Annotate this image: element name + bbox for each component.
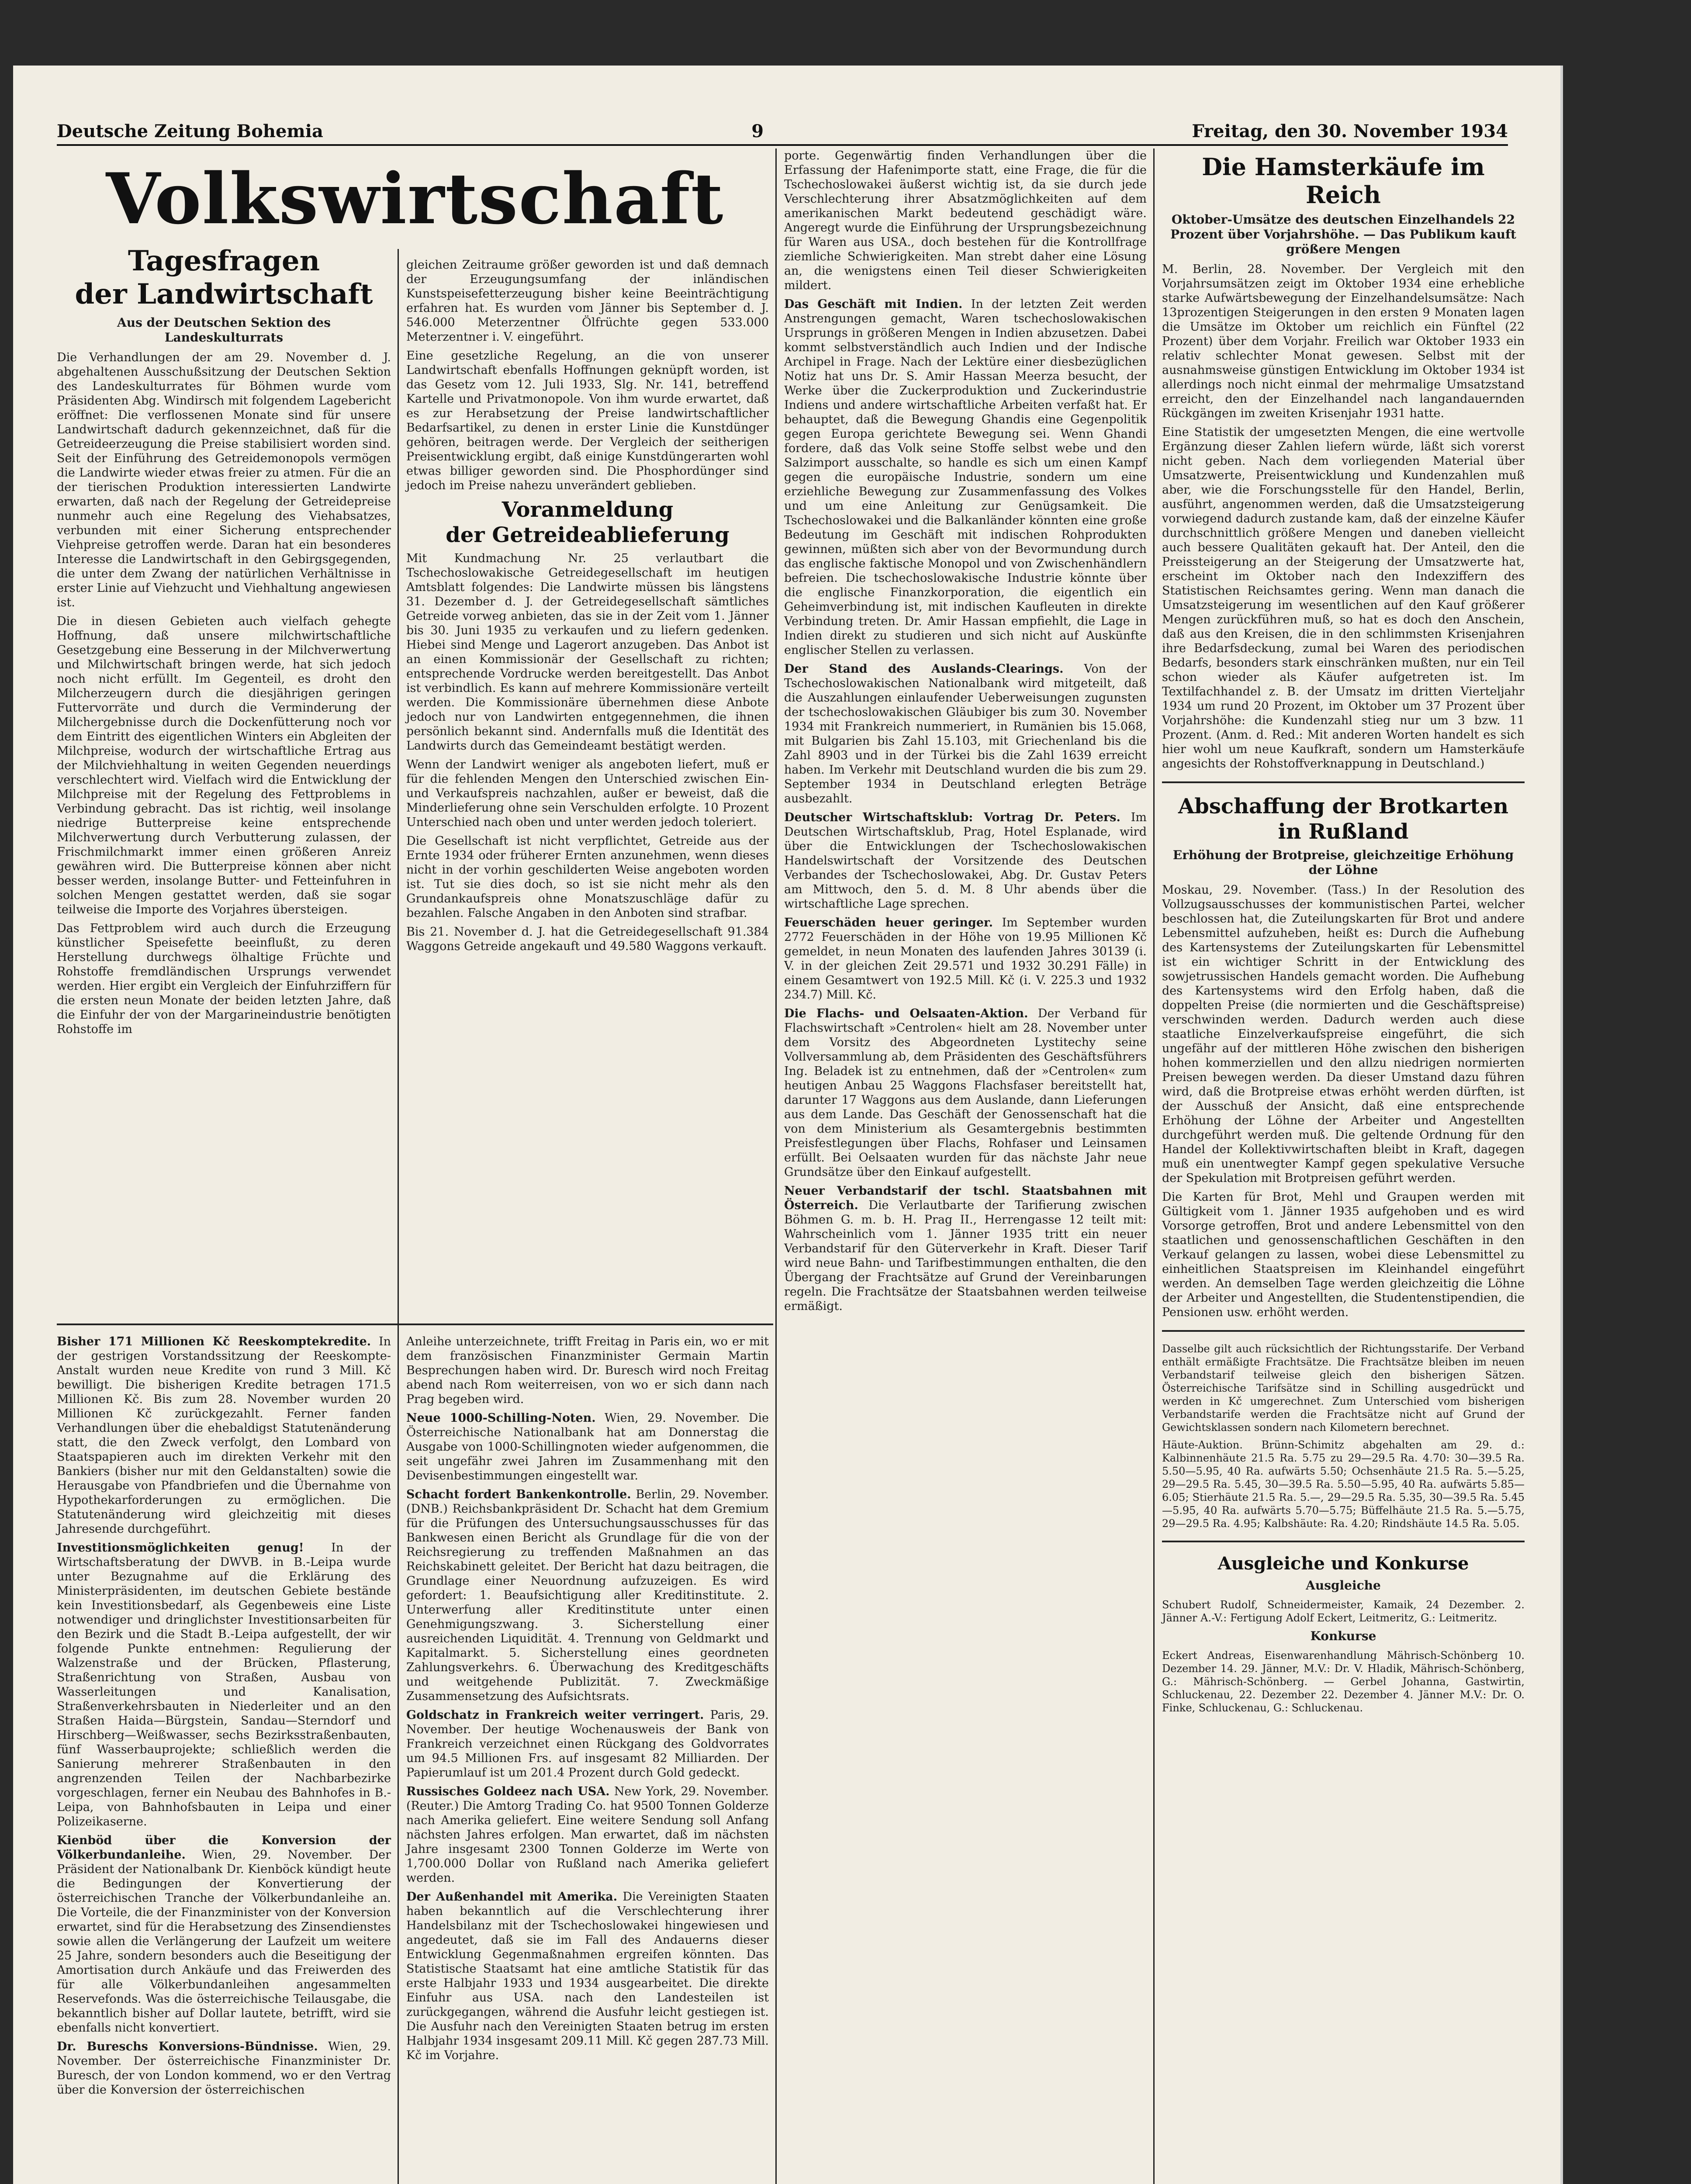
- brief-title: Deutscher Wirtschaftsklub: Vortrag Dr. Peters.: [784, 811, 1120, 824]
- paragraph: Häute-Auktion. Brünn-Schimitz abgehalten am 29. d.: Kalbinnenhäute 21.5 Ra. 5.75 zu 29—29.5 Ra. 4.70: 30—39.5 Ra. 5.50—5.95, 40 Ra. aufwärts 5.50; Ochsenhäute 21.5 Ra. 5.—5.25, 29—29.5 Ra. 5.45, 30—39.5 Ra. 5.50—5.95, 40 Ra. aufwärts 5.85—6.05; Stierhäute 21.5 Ra. 5.—, 29—29.5 Ra. 5.35, 30—39.5 Ra. 5.45—5.95, 40 Ra. aufwärts 5.70—5.75; Büffelhäute 21.5 Ra. 5.—5.75, 29—29.5 Ra. 4.95; Kalbshäute: Ra. 4.20; Rindshäute 14.5 Ra. 5.05.: [1162, 1439, 1525, 1530]
- paragraph: Mit Kundmachung Nr. 25 verlautbart die Tschechoslowakische Getreidegesellschaft im heutigen Amtsblatt folgendes: Die Landwirte müssen bis längstens 31. Dezember d. J. der Getreidegesellschaft sämtliches Getreide vorweg anbieten, das sie in der Zeit vom 1. Jänner bis 30. Juni 1935 zu verkaufen und zu liefern gedenken. Hiebei sind Menge und Lagerort anzugeben. Das Anbot ist an einen Kommissionär der Gesellschaft zu richten; entsprechende Vordrucke werden bereitgestellt. Das Anbot ist verbindlich. Es kann auf mehrere Kommissionäre verteilt werden. Die Kommissionäre übernehmen diese Anbote jedoch nur von Landwirten entgegennehmen, die ihnen persönlich bekannt sind. Andernfalls muß die Identität des Landwirts durch das Gemeindeamt bestätigt werden.: [406, 552, 769, 753]
- column-1-briefs: [57, 1334, 391, 2101]
- paragraph: M. Berlin, 28. November. Der Vergleich mit den Vorjahrsumsätzen zeigt im Oktober 1934 eine erhebliche starke Aufwärtsbewegung der Einzelhandelsumsätze: Nach 13prozentigen Steigerungen in den ersten 9 Monaten lagen die Umsätze im Oktober um reichlich ein Fünftel (22 Prozent) über dem Vorjahr. Freilich war Oktober 1933 ein relativ schlechter Monat gewesen. Selbst mit der ausnahmsweise günstigen Entwicklung im Oktober 1934 ist allerdings noch nicht einmal der mehrmalige Umsatzstand erreicht, den der Einzelhandel nach langandauernden Rückgängen im zweiten Krisenjahr 1931 hatte.: [1162, 263, 1525, 420]
- brief-text: Wien, 29. November. Die Österreichische Nationalbank hat am Donnerstag die Ausgabe von 1000-Schillingnoten wieder aufgenommen, die seit ungefähr zwei Jahren im Zusammenhang mit den Devisenbestimmungen eingestellt war.: [406, 1411, 769, 1482]
- paragraph: Die in diesen Gebieten auch vielfach gehegte Hoffnung, daß unsere milchwirtschaftliche Gesetzgebung eine Besserung in der Milchverwertung und Milchwirtschaft bringen werde, hat sich jedoch noch nicht erfüllt. Im Gegenteil, es droht den Milcherzeugern durch die diesjährigen geringen Futtervorräte und durch die Verminderung der Milchergebnisse durch die Dockenfütterung noch vor dem Eintritt des eigentlichen Winters ein Abgleiten der Milchpreise, wodurch der wirtschaftliche Ertrag aus der Milchviehhaltung in weiten Gegenden neuerdings verschlechtert wird. Vielfach wird die Entwicklung der Milchpreise mit der Regelung des Fettproblems in Verbindung gebracht. Das ist richtig, weil insolange niedrige Butterpreise keine entsprechende Milchverwertung durch Verbutterung zulassen, der Frischmilchmarkt immer einen größeren Anreiz gewähren wird. Die Butterpreise können aber nicht besser werden, insolange Butter- und Fetteinfuhren in solchen Mengen gestattet werden, daß sie sogar teilweise die Importe des Vorjahres übersteigen.: [57, 615, 391, 916]
- brief-title: Russisches Goldeez nach USA.: [406, 1785, 610, 1798]
- paragraph: Eine Statistik der umgesetzten Mengen, die eine wertvolle Ergänzung dieser Zahlen liefern würde, läßt sich vorerst nicht geben. Nach dem vorliegenden Material über Umsatzwerte, Preisentwicklung und Kundenzahlen muß aber, wie die Forschungsstelle für den Handel, Berlin, ausführt, angenommen werden, daß die Umsatzsteigerung vorwiegend dadurch zustande kam, daß der einzelne Käufer durchschnittlich größere Mengen und daneben vielleicht auch bessere Qualitäten gekauft hat. Der Anteil, den die Preissteigerung an der Steigerung der Umsatzwerte hat, erscheint im Oktober nach den Indexziffern des Statistischen Reichsamtes gering. Wenn man danach die Umsatzsteigerung im wesentlichen auf den Kauf größerer Mengen zurückführen muß, so hat es doch den Anschein, daß aus den Kreisen, die in den schlimmsten Krisenjahren ihre Bedarfsdeckung, zumal bei Waren des periodischen Bedarfs, besonders stark einschränken mußten, nur ein Teil schon wieder als Käufer aufgetreten ist. Im Textilfachhandel z. B. der Umsatz im dritten Vierteljahr 1934 um rund 20 Prozent, im Oktober um 37 Prozent über Vorjahrshöhe: die Kundenzahl stieg nur um 3 bzw. 11 Prozent. (Anm. d. Red.: Mit anderen Worten handelt es sich hier wohl um neue Kaufkraft, sondern um Hamsterkäufe angesichts der Rohstoffverknappung in Deutschland.): [1162, 425, 1525, 771]
- brief: [784, 916, 1147, 1002]
- brief: [406, 1708, 769, 1780]
- paragraph: Die Karten für Brot, Mehl und Graupen werden mit Gültigkeit vom 1. Jänner 1935 aufgehoben und es wird Vorsorge getroffen, Brot und andere Lebensmittel von den staatlichen und genossenschaftlichen Geschäften in den Verkauf gelangen zu lassen, wobei diese Lebensmittel zu einheitlichen Staatspreisen im Kleinhandel eingeführt werden. An demselben Tage werden gleichzeitig die Löhne der Arbeiter und Angestellten, die Studentenstipendien, die Pensionen usw. erhöht werden.: [1162, 1190, 1525, 1319]
- section-divider: [1162, 1541, 1525, 1542]
- brief-title: Dr. Bureschs Konversions-Bündnisse.: [57, 2040, 318, 2053]
- brief-title: Die Flachs- und Oelsaaten-Aktion.: [784, 1007, 1028, 1020]
- paragraph: Die Verhandlungen der am 29. November d. J. abgehaltenen Ausschußsitzung der Deutschen Sektion des Landeskulturrates für Böhmen wurde vom Präsidenten Abg. Windirsch mit folgendem Lagebericht eröffnet: Die verflossenen Monate sind für unsere Landwirtschaft dadurch gekennzeichnet, daß für die Getreideerzeugung die Preise stabilisiert worden sind. Seit der Einführung des Getreidemonopols vermögen die Landwirte wieder etwas freier zu atmen. Für die an der tierischen Produktion interessierten Landwirte erwarten, daß nach der Regelung der Getreidepreise nunmehr auch eine Regelung des Viehabsatzes, verbunden mit einer Sicherung entsprechender Viehpreise getroffen werde. Daran hat ein besonderes Interesse die Landwirtschaft in den Gebirgsgegenden, die unter dem Zwang der natürlichen Verhältnisse in erster Linie auf Viehzucht und Viehhaltung angewiesen ist.: [57, 351, 391, 609]
- brief: [57, 1833, 391, 2035]
- brief-title: Schacht fordert Bankenkontrolle.: [406, 1488, 631, 1501]
- brief: [784, 810, 1147, 911]
- headline: Tagesfragen: [128, 245, 320, 277]
- section-divider: [1162, 1330, 1525, 1332]
- paragraph: gleichen Zeitraume größer geworden ist und daß demnach der Erzeugungsumfang der inländischen Kunstspeisefetterzeugung bisher keine Beeinträchtigung erfahren hat. Es wurden vom Jänner bis September d. J. 546.000 Meterzentner Ölfrüchte gegen 533.000 Meterzentner i. V. eingeführt.: [406, 258, 769, 344]
- column-2: [406, 258, 769, 958]
- brief: [57, 1334, 391, 1536]
- brief-text: Paris, 29. November. Der heutige Wochenausweis der Bank von Frankreich verzeichnet einen Rückgang des Goldvorrates um 94.5 Millionen Frs. auf insgesamt 82 Milliarden. Der Papierumlauf ist um 201.4 Prozent durch Gold gedeckt.: [406, 1708, 769, 1780]
- column-2-briefs: [406, 1334, 769, 2067]
- headline: Voranmeldung: [501, 498, 674, 522]
- brief-text: Von der Tschechoslowakischen Nationalbank wird mitgeteilt, daß die Auszahlungen einlaufender Ueberweisungen zugunsten der tschechoslowakischen Gläubiger bis zum 30. November 1934 mit Frankreich nummeriert, in Rumänien bis 15.068, mit Bulgarien bis Zahl 15.103, mit Griechenland bis die Zahl 8903 und in der Türkei bis die Zahl 1639 erreicht haben. Im Verkehr mit Deutschland wurden die bis zum 29. September 1934 in Deutschland erlegten Beträge ausbezahlt.: [784, 662, 1147, 805]
- paragraph: Dasselbe gilt auch rücksichtlich der Richtungsstarife. Der Verband enthält ermäßigte Frachtsätze. Die Frachtsätze bleiben im neuen Verbandstarif teilweise gleich den bisherigen Sätzen. Österreichische Tarifsätze sind in Schilling ausgedrückt und werden in Kč umgerechnet. Zum Unterschied vom bisherigen Verbandstarife werden die Frachtsätze nicht auf Grund der Gewichtsklassen sondern nach Kilometern berechnet.: [1162, 1343, 1525, 1434]
- subhead: Ausgleiche: [1306, 1578, 1381, 1593]
- headline: Abschaffung der Brotkarten: [1178, 794, 1508, 819]
- brief: [57, 2039, 391, 2097]
- brief: [784, 662, 1147, 806]
- brief: [406, 1487, 769, 1704]
- brief-title: Kienböd über die Konversion der Völkerbundanleihe.: [57, 1834, 391, 1862]
- brief-text: Wien, 29. November. Der österreichische Finanzminister Dr. Buresch, der von London kommend, wo er den Vertrag über die Konversion der österreichischen: [57, 2040, 391, 2097]
- brief-text: Im Deutschen Wirtschaftsklub, Prag, Hotel Esplanade, wird über die Entwicklungen der Tschechoslowakischen Handelswirtschaft der Vorsitzende des Deutschen Verbandes der Tschechoslowakei, Abg. Dr. Gustav Peters am Mittwoch, den 5. d. M. 8 Uhr abends über die wirtschaftliche Lage sprechen.: [784, 811, 1147, 911]
- brief-title: Neuer Verbandstarif der tschl. Staatsbahnen mit Österreich.: [784, 1184, 1147, 1212]
- paragraph: Moskau, 29. November. (Tass.) In der Resolution des Vollzugsausschusses der kommunistischen Partei, welcher beschlossen hat, die Zuteilungskarten für Brot und andere Lebensmittel aufzuheben, heißt es: Durch die Aufhebung des Kartensystems der Zuteilungskarten für Lebensmittel ist ein wichtiger Schritt in der Entwicklung des sowjetrussischen Handels gemacht worden. Die Aufhebung des Kartensystems wird den Erfolg haben, daß die doppelten Preise (die normierten und die Geschäftspreise) verschwinden werden. Dadurch werden auch diese staatliche Einzelverkaufspreise eingeführt, die sich ungefähr auf der mittleren Höhe zwischen den bisherigen hohen kommerziellen und den allzu niedrigen normierten Preisen bewegen werden. Da dieser Umstand dazu führen wird, daß die Brotpreise etwas erhöht werden dürften, ist der Ausschuß der Ansicht, daß eine entsprechende Erhöhung der Löhne der Arbeiter und Angestellten durchgeführt werden muß. Die geltende Ordnung für den Handel der Kollektivwirtschaften bleibt in Kraft, dagegen muß ein unentwegter Kampf gegen spekulative Versuche der Spekulation mit Brotpreisen geführt werden.: [1162, 883, 1525, 1185]
- brief-text: Die Vereinigten Staaten haben bekanntlich auf die Verschlechterung ihrer Handelsbilanz mit der Tschechoslowakei hingewiesen und angedeutet, daß sie im Fall des Andauerns dieser Entwicklung Gegenmaßnahmen ergreifen könnten. Das Statistische Staatsamt hat eine amtliche Statistik für das erste Halbjahr 1933 und 1934 ausgearbeitet. Die direkte Einfuhr aus USA. nach den Landesteilen ist zurückgegangen, während die Ausfuhr leicht gestiegen ist. Die Ausfuhr nach den Vereinigten Staaten betrug im ersten Halbjahr 1934 insgesamt 209.11 Mill. Kč gegen 287.73 Mill. Kč im Vorjahre.: [406, 1890, 769, 2062]
- brief-text: In der letzten Zeit werden Anstrengungen gemacht, Waren tschechoslowakischen Ursprungs in größeren Mengen in Indien abzusetzen. Dabei kommt selbstverständlich auch Indien und der Indische Archipel in Frage. Nach der Lektüre einer diesbezüglichen Notiz hat uns Dr. S. Amir Hassan Meerza besucht, der Werke über die Zuckerproduktion und Zuckerindustrie Indiens und andere wirtschaftliche Arbeiten verfaßt hat. Er behauptet, daß die Bewegung Ghandis eine Gegenpolitik gegen Europa gerichtete Bewegung sei. Wenn Ghandi fordere, daß das Volk seine Stoffe selbst webe und den Salzimport ausschalte, so handle es sich um einen Kampf gegen die europäische Industrie, sondern um eine erziehliche Bewegung zur Zusammenfassung des Volkes und um eine Anleitung zur Genügsamkeit. Die Tschechoslowakei und die Balkanländer könnten eine große Bedeutung im Geschäft mit indischen Rohprodukten gewinnen, müßten sich aber von der Bevormundung durch das englische faktische Monopol und von Zwischenhändlern befreien. Die tschechoslowakische Industrie könnte über die englische Finanzkorporation, die eigentlich ein Geheimverbindung ist, mit indischen Kaufleuten in direkte Verbindung treten. Dr. Amir Hassan empfiehlt, die Lage in Indien direkt zu studieren und sich nicht auf Auskünfte englischer Stellen zu verlassen.: [784, 297, 1147, 657]
- brief-title: Neue 1000-Schilling-Noten.: [406, 1411, 596, 1425]
- paragraph: Eine gesetzliche Regelung, an die von unserer Landwirtschaft ebenfalls Hoffnungen geknüpft worden, ist das Gesetz vom 12. Juli 1933, Slg. Nr. 141, betreffend Kartelle und Privatmonopole. Von ihm wurde erwartet, daß es zur Herabsetzung der Preise landwirtschaftlicher Bedarfsartikel, zu denen in erster Linie die Kunstdünger gehören, beitragen werde. Der Vergleich der seitherigen Preisentwicklung ergibt, daß einige Kunstdüngerarten wohl etwas billiger geworden sind. Die Phosphordünger sind jedoch im Preise nahezu unverändert geblieben.: [406, 349, 769, 492]
- column-4: [1162, 149, 1525, 1719]
- brief-text: Die Verlautbarte der Tarifierung zwischen Böhmen G. m. b. H. Prag II., Herrengasse 12 teilt mit: Wahrscheinlich vom 1. Jänner 1935 tritt ein neuer Verbandstarif für den Güterverkehr in Kraft. Dieser Tarif wird neue Bahn- und Tarifbestimmungen enthalten, die den Übergang der Frachtsätze auf Grund der Vereinbarungen regeln. Die Frachtsätze der Staatsbahnen werden teilweise ermäßigt.: [784, 1199, 1147, 1313]
- brief-title: Feuerschäden heuer geringer.: [784, 916, 993, 930]
- brief-title: Der Stand des Auslands-Clearings.: [784, 662, 1064, 676]
- brief-title: Bisher 171 Millionen Kč Reeskomptekredite.: [57, 1335, 371, 1348]
- subhead: Erhöhung der Brotpreise, gleichzeitige Erhöhung der Löhne: [1172, 848, 1514, 877]
- brief-title: Das Geschäft mit Indien.: [784, 297, 963, 311]
- brief-title: Der Außenhandel mit Amerika.: [406, 1890, 618, 1904]
- section-divider: [57, 1324, 773, 1325]
- brief: [406, 1784, 769, 1885]
- headline: der Landwirtschaft: [75, 278, 373, 311]
- paragraph: Eckert Andreas, Eisenwarenhandlung Mährisch-Schönberg 10. Dezember 14. 29. Jänner, M.V.: Dr. V. Hladik, Mährisch-Schönberg, G.: Mährisch-Schönberg. — Gerbel Johanna, Gastwirtin, Schluckenau, 22. Dezember 22. Dezember 4. Jänner M.V.: Dr. O. Finke, Schluckenau, G.: Schluckenau.: [1162, 1649, 1525, 1714]
- brief-text: In der gestrigen Vorstandssitzung der Reeskompte-Anstalt wurden neue Kredite von rund 3 Mill. Kč bewilligt. Die bisherigen Kredite betragen 171.5 Millionen Kč. Bis zum 28. November wurden 20 Millionen Kč zurückgezahlt. Ferner fanden Verhandlungen über die ehebaldigst Statutenänderung statt, die den Zweck verfolgt, den Lombard von Staatspapieren auch im direkten Verkehr mit den Bankiers (bisher nur mit den Geldanstalten) sowie die Herausgabe von Pfandbriefen und die Übernahme von Hypothekarforderungen zu ermöglichen. Die Statutenänderung wird gleichzeitig mit dieses Jahresende durchgeführt.: [57, 1335, 391, 1536]
- subhead: Konkurse: [1310, 1629, 1376, 1643]
- column-3: [784, 149, 1147, 1318]
- section-divider: [1162, 781, 1525, 783]
- brief-text: Berlin, 29. November. (DNB.) Reichsbankpräsident Dr. Schacht hat dem Gremium für die Prüfungen des Untersuchungsausschusses für das Bankwesen einen Bericht als Grundlage für die von der Reichsregierung zu treffenden Maßnahmen an das Reichskabinett geleitet. Der Bericht hat dazu beitragen, die Grundlage einer Neuordnung aufzuzeigen. Es wird gefordert: 1. Beaufsichtigung aller Kreditinstitute. 2. Unterwerfung aller Kreditinstitute unter einen Genehmigungszwang. 3. Sicherstellung einer ausreichenden Liquidität. 4. Trennung von Geldmarkt und Kapitalmarkt. 5. Sicherstellung eines geordneten Zahlungsverkehrs. 6. Überwachung des Kreditgeschäfts und weitgehende Publizität. 7. Zweckmäßige Zusammensetzung des Aufsichtsrats.: [406, 1488, 769, 1703]
- brief: [406, 1411, 769, 1483]
- headline: Die Hamsterkäufe im Reich: [1202, 153, 1485, 209]
- paragraph: Das Fettproblem wird auch durch die Erzeugung künstlicher Speisefette beeinflußt, zu deren Herstellung durchwegs ölhaltige Früchte und Rohstoffe fremdländischen Ursprungs verwendet werden. Hier ergibt ein Vergleich der Einfuhrziffern für die ersten neun Monate der beiden letzten Jahre, daß die Einfuhr der von der Margarineindustrie benötigten Rohstoffe im: [57, 922, 391, 1036]
- issue-date: Freitag, den 30. November 1934: [1192, 121, 1508, 142]
- paragraph: Die Gesellschaft ist nicht verpflichtet, Getreide aus der Ernte 1934 oder früherer Ernten anzunehmen, wenn dieses nicht in der vorhin geschilderten Weise angeboten worden ist. Tut sie dies doch, so ist sie nicht mehr als den Grundankaufspreis ohne Monatszuschläge dafür zu bezahlen. Falsche Angaben in den Anboten sind strafbar.: [406, 834, 769, 920]
- newspaper-page: [13, 66, 1560, 2184]
- paragraph: Wenn der Landwirt weniger als angeboten liefert, muß er für die fehlenden Mengen den Unterschied zwischen Ein- und Verkaufspreis nachzahlen, außer er beweist, daß die Minderlieferung ohne sein Verschulden erfolgte. 10 Prozent Unterschied nach oben und unter werden jedoch toleriert.: [406, 758, 769, 829]
- brief-text: Der Verband für Flachswirtschaft »Centrolen« hielt am 28. November unter dem Vorsitz des Abgeordneten Lystitechy seine Vollversammlung ab, dem Präsidenten des Geschäftsführers Ing. Beladek ist zu entnehmen, daß der »Centrolen« zum heutigen Anbau 25 Waggons Flachsfaser bereitstellt hat, darunter 17 Waggons aus dem Auslande, dann Lieferungen aus dem Lande. Das Geschäft der Genossenschaft hat die von dem Ministerium als Gesamtergebnis bestimmten Preisfestlegungen über Flachs, Rohfaser und Leinsamen erfüllt. Bei Oelsaaten wurden für das nächste Jahr neue Grundsätze über den Einkauf aufgestellt.: [784, 1007, 1147, 1179]
- page-number: 9: [751, 121, 764, 142]
- brief-title: Investitionsmöglichkeiten genug!: [57, 1541, 304, 1555]
- brief-title: Goldschatz in Frankreich weiter verringert.: [406, 1708, 704, 1722]
- masthead: Deutsche Zeitung Bohemia: [57, 121, 323, 142]
- subhead: Oktober-Umsätze des deutschen Einzelhandels 22 Prozent über Vorjahrshöhe. — Das Publikum kauft größere Mengen: [1170, 212, 1516, 256]
- headline: in Rußland: [1278, 819, 1409, 844]
- page-header: [57, 118, 1508, 146]
- paragraph: Schubert Rudolf, Schneidermeister, Kamaik, 24 Dezember. 2. Jänner A.-V.: Fertigung Adolf Eckert, Leitmeritz, G.: Leitmeritz.: [1162, 1599, 1525, 1624]
- headline: der Getreideablieferung: [446, 523, 730, 547]
- column-rule: [775, 149, 777, 2184]
- brief: [406, 1890, 769, 2063]
- paragraph: porte. Gegenwärtig finden Verhandlungen über die Erfassung der Hafenimporte statt, eine Frage, die für die Tschechoslowakei äußerst wichtig ist, da sie durch jede Verschlechterung ihrer Absatzmöglichkeiten auf dem amerikanischen Markt bedeutend geschädigt wäre. Angeregt wurde die Einführung der Ursprungsbezeichnung für Waren aus USA., doch bestehen für die Kontrollfrage ziemliche Schwierigkeiten. Man strebt daher eine Lösung an, die wenigstens einen Teil dieser Schwierigkeiten mildert.: [784, 149, 1147, 292]
- brief-text: New York, 29. November. (Reuter.) Die Amtorg Trading Co. hat 9500 Tonnen Golderze nach Amerika geliefert. Eine weitere Sendung soll Anfang nächsten Jahres erfolgen. Man erwartet, daß im nächsten Jahre insgesamt 2300 Tonnen Golderze im Werte von 1,700.000 Dollar von Rußland nach Amerika geliefert werden.: [406, 1785, 769, 1885]
- brief: [784, 1006, 1147, 1179]
- subhead: Aus der Deutschen Sektion des Landeskulturrats: [117, 315, 331, 345]
- column-rule: [1153, 149, 1155, 2184]
- brief-text: Wien, 29. November. Der Präsident der Nationalbank Dr. Kienböck kündigt heute die Bedingungen der Konvertierung der österreichischen Tranche der Völkerbundanleihe an. Die Vorteile, die der Finanzminister von der Konversion erwartet, sind für die Herabsetzung des Zinsendienstes sowie allen die Verlängerung der Laufzeit um weitere 25 Jahre, sondern besonders auch die Beseitigung der Amortisation durch Ankäufe und das Freiwerden des für alle Völkerbundanleihen angesammelten Reservefonds. Was die österreichische Teilausgabe, die bekanntlich bisher auf Dollar lautete, betrifft, wird sie ebenfalls nicht konvertiert.: [57, 1848, 391, 2035]
- brief-text: In der Wirtschaftsberatung der DWVB. in B.-Leipa wurde unter Bezugnahme auf die Erklärung des Ministerpräsidenten, im deutschen Gebiete bestände kein Investitionsbedarf, als Gegenbeweis eine Liste notwendiger und dringlichster Investitionsarbeiten für den Bezirk und die Stadt B.-Leipa aufgestellt, der wir folgende Punkte entnehmen: Regulierung der Walzenstraße und der Brücken, Pflasterung, Straßenrichtung von Straßen, Ausbau von Wasserleitungen und Kanalisation, Straßenverkehrsbauten in Niederleiter und an den Straßen Haida—Bürgstein, Sandau—Sterndorf und Hirschberg—Weißwasser, sechs Bezirksstraßenbauten, fünf Wasserbauprojekte; schließlich werden die Sanierung mehrerer Straßenbauten in den angrenzenden Teilen der Nachbarbezirke vorgeschlagen, ferner ein Neubau des Bahnhofes in B.-Leipa, von Bahnhofsbauten in Leipa und einer Polizeikaserne.: [57, 1541, 391, 1828]
- brief: [57, 1541, 391, 1829]
- paragraph: Anleihe unterzeichnete, trifft Freitag in Paris ein, wo er mit dem französischen Finanzminister Germain Martin Besprechungen haben wird. Dr. Buresch wird noch Freitag abend nach Rom weiterreisen, von wo er sich dann nach Prag begeben wird.: [406, 1335, 769, 1406]
- headline: Ausgleiche und Konkurse: [1217, 1553, 1469, 1574]
- brief-text: Im September wurden 2772 Feuerschäden in der Höhe von 19.95 Millionen Kč gemeldet, in neun Monaten des laufenden Jahres 30139 (i. V. in der gleichen Zeit 29.571 und 1932 30.291 Fälle) in einem Gesamtwert von 192.5 Mill. Kč (i. V. 225.3 und 1932 234.7) Mill. Kč.: [784, 916, 1147, 1002]
- brief: [784, 297, 1147, 657]
- paragraph: Bis 21. November d. J. hat die Getreidegesellschaft 91.384 Waggons Getreide angekauft und 49.580 Waggons verkauft.: [406, 925, 769, 953]
- section-title: Volkswirtschaft: [106, 158, 724, 240]
- column-rule: [398, 249, 399, 2184]
- brief: [784, 1184, 1147, 1313]
